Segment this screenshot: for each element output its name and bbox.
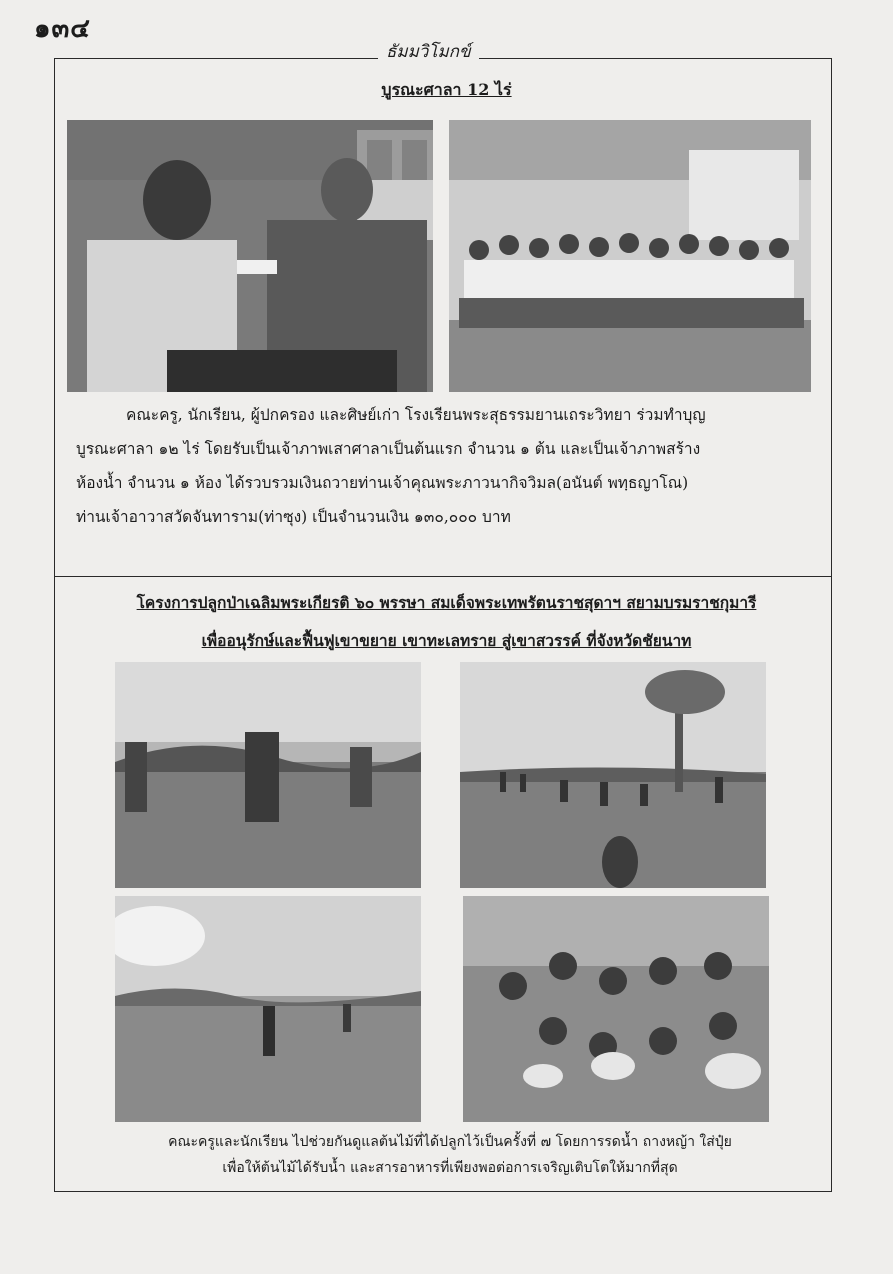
planting-photo-3 (115, 896, 421, 1122)
caption-line: เพื่อให้ต้นไม้ได้รับน้ำ และสารอาหารที่เพียงพอต่อการเจริญเติบโตให้มากที่สุด (222, 1160, 678, 1176)
planting-photo-2 (460, 662, 766, 888)
section1-title: บูรณะศาลา 12 ไร่ (381, 80, 512, 99)
planting-photo-1 (115, 662, 421, 888)
section2-title-line1: โครงการปลูกป่าเฉลิมพระเกียรติ ๖๐ พรรษา สมเด็จพระเทพรัตนราชสุดาฯ สยามบรมราชกุมารี (136, 593, 757, 612)
paragraph-line: ท่านเจ้าอาวาสวัดจันทาราม(ท่าซุง) เป็นจำนวนเงิน ๑๓๐,๐๐๐ บาท (76, 508, 511, 526)
paragraph-line: ห้องน้ำ จำนวน ๑ ห้อง ได้รวบรวมเงินถวายท่านเจ้าคุณพระภาวนากิจวิมล(อนันต์ พทฺธญาโณ) (76, 474, 689, 492)
ceremony-photo (67, 120, 433, 392)
group-photo (449, 120, 811, 392)
page-number: ๑๓๔ (34, 14, 91, 44)
paragraph-line: คณะครู, นักเรียน, ผู้ปกครอง และศิษย์เก่า โรงเรียนพระสุธรรมยานเถระวิทยา ร่วมทำบุญ (126, 406, 706, 424)
planting-photo-4 (463, 896, 769, 1122)
paragraph-line: บูรณะศาลา ๑๒ ไร่ โดยรับเป็นเจ้าภาพเสาศาลาเป็นต้นแรก จำนวน ๑ ต้น และเป็นเจ้าภาพสร้าง (76, 440, 701, 458)
section2-title-line2: เพื่ออนุรักษ์และฟื้นฟูเขาขยาย เขาทะเลทราย สู่เขาสวรรค์ ที่จังหวัดชัยนาท (201, 631, 692, 650)
section-divider (54, 576, 832, 577)
running-header: ธัมมวิโมกข์ (378, 38, 479, 65)
caption-line: คณะครูและนักเรียน ไปช่วยกันดูแลต้นไม้ที่ได้ปลูกไว้เป็นครั้งที่ ๗ โดยการรดน้ำ ถางหญ้า ใส่ปุ๋ย (168, 1134, 732, 1150)
